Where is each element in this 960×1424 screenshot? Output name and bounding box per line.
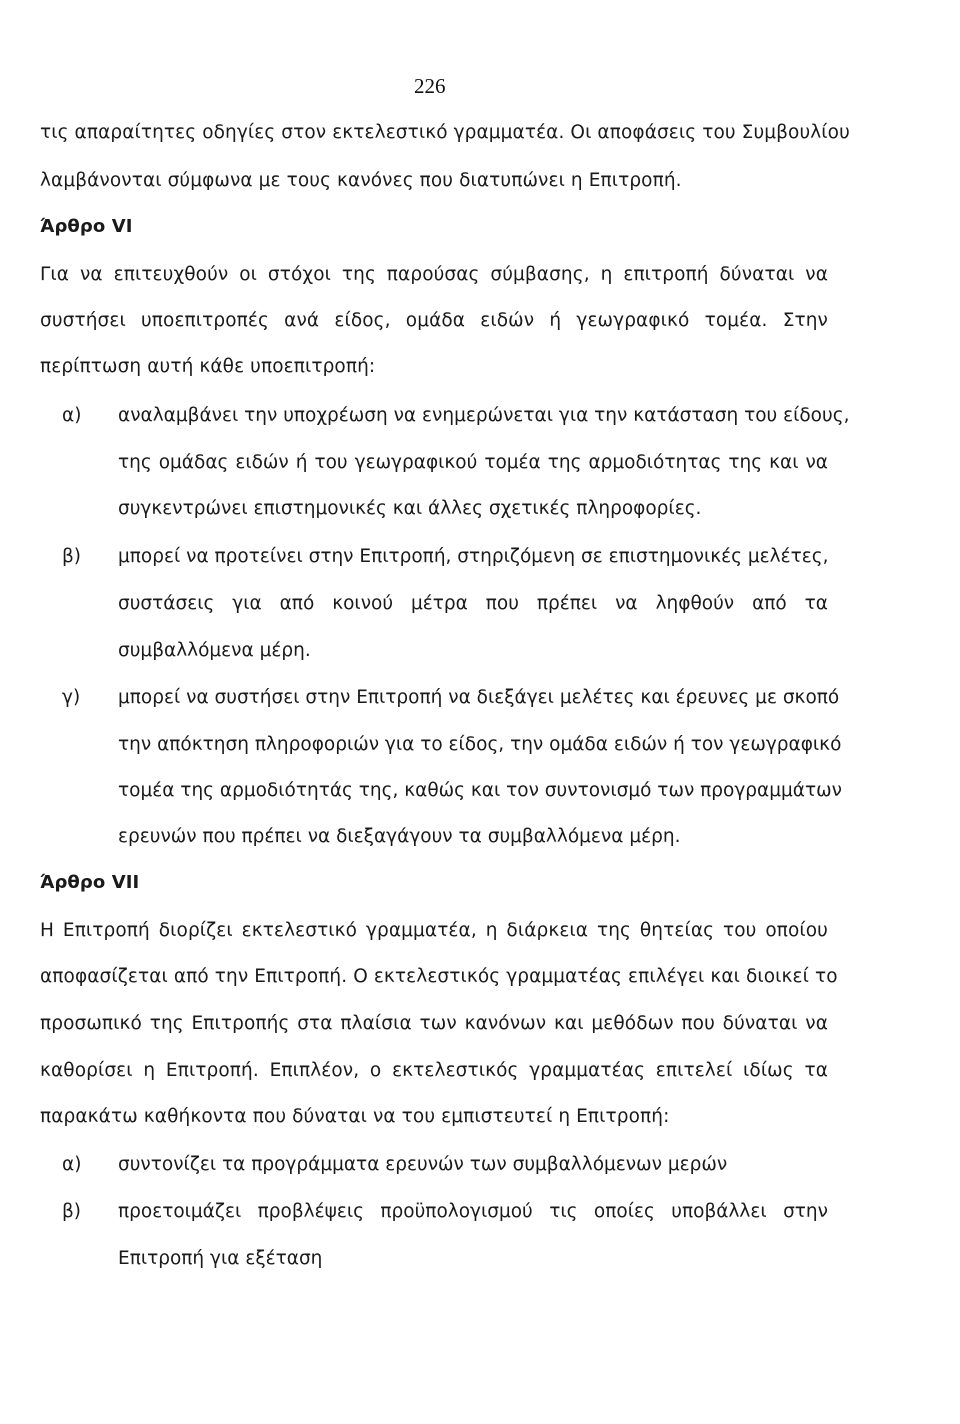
list-marker: α) [62, 405, 82, 426]
article-heading: Άρθρο VII [40, 872, 140, 893]
article-heading: Άρθρο VI [40, 216, 133, 237]
text-line: Η Επιτροπή διορίζει εκτελεστικό γραμματέα, η διάρκεια της θητείας του οποίου [40, 920, 828, 941]
text-line: λαμβάνονται σύμφωνα με τους κανόνες που διατυπώνει η Επιτροπή. [40, 170, 682, 191]
list-item-line: την απόκτηση πληροφοριών για το είδος, την ομάδα ειδών ή τον γεωγραφικό [118, 734, 842, 755]
list-item-line: Επιτροπή για εξέταση [118, 1248, 323, 1269]
list-item-line: συντονίζει τα προγράμματα ερευνών των συμβαλλόμενων μερών [118, 1154, 728, 1175]
list-item-line: ερευνών που πρέπει να διεξαγάγουν τα συμβαλλόμενα μέρη. [118, 826, 681, 847]
list-marker: β) [62, 1201, 82, 1222]
list-item-line: συμβαλλόμενα μέρη. [118, 640, 311, 661]
text-line: παρακάτω καθήκοντα που δύναται να του εμπιστευτεί η Επιτροπή: [40, 1106, 670, 1127]
text-line: αποφασίζεται από την Επιτροπή. Ο εκτελεστικός γραμματέας επιλέγει και διοικεί το [40, 966, 838, 987]
text-line: τις απαραίτητες οδηγίες στον εκτελεστικό γραμματέα. Οι αποφάσεις του Συμβουλίου [40, 122, 850, 143]
list-item-line: συστάσεις για από κοινού μέτρα που πρέπει να ληφθούν από τα [118, 593, 828, 614]
list-marker: β) [62, 546, 82, 567]
text-line: καθορίσει η Επιτροπή. Επιπλέον, ο εκτελεστικός γραμματέας επιτελεί ιδίως τα [40, 1060, 828, 1081]
text-line: περίπτωση αυτή κάθε υποεπιτροπή: [40, 356, 376, 377]
list-item-line: της ομάδας ειδών ή του γεωγραφικού τομέα της αρμοδιότητας της και να [118, 452, 828, 473]
list-item-line: συγκεντρώνει επιστημονικές και άλλες σχετικές πληροφορίες. [118, 498, 702, 519]
list-marker: α) [62, 1154, 82, 1175]
text-line: συστήσει υποεπιτροπές ανά είδος, ομάδα ειδών ή γεωγραφικό τομέα. Στην [40, 310, 828, 331]
list-item-line: προετοιμάζει προβλέψεις προϋπολογισμού τις οποίες υποβάλλει στην [118, 1201, 828, 1222]
list-item-line: τομέα της αρμοδιότητάς της, καθώς και τον συντονισμό των προγραμμάτων [118, 780, 842, 801]
page-number: 226 [414, 74, 446, 98]
list-item-line: μπορεί να προτείνει στην Επιτροπή, στηριζόμενη σε επιστημονικές μελέτες, [118, 546, 829, 567]
list-item-line: μπορεί να συστήσει στην Επιτροπή να διεξάγει μελέτες και έρευνες με σκοπό [118, 687, 840, 708]
text-line: προσωπικό της Επιτροπής στα πλαίσια των κανόνων και μεθόδων που δύναται να [40, 1013, 828, 1034]
list-marker: γ) [62, 687, 81, 708]
list-item-line: αναλαμβάνει την υποχρέωση να ενημερώνεται για την κατάσταση του είδους, [118, 405, 850, 426]
text-line: Για να επιτευχθούν οι στόχοι της παρούσας σύμβασης, η επιτροπή δύναται να [40, 264, 828, 285]
